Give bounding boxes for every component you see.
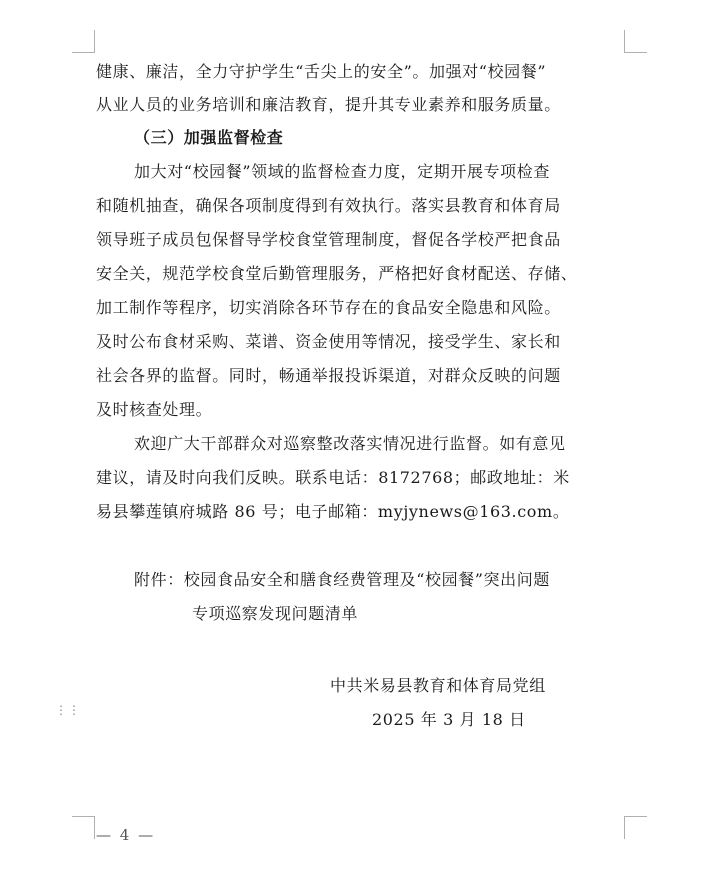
signature-date: 2025 年 3 月 18 日 bbox=[372, 710, 526, 729]
paragraph-line: 安全关，规范学校食堂后勤管理服务，严格把好食材配送、存储、 bbox=[96, 264, 578, 283]
paragraph-line: 加工制作等程序，切实消除各环节存在的食品安全隐患和风险。 bbox=[96, 298, 561, 317]
paragraph-line: 建议，请及时向我们反映。联系电话：8172768；邮政地址：米 bbox=[96, 468, 570, 487]
signature-org: 中共米易县教育和体育局党组 bbox=[330, 676, 546, 695]
paragraph-line: 欢迎广大干部群众对巡察整改落实情况进行监督。如有意见 bbox=[134, 434, 566, 453]
corner-mark-top-right bbox=[624, 30, 647, 53]
paragraph-line: 领导班子成员包保督导学校食堂管理制度，督促各学校严把食品 bbox=[96, 230, 561, 249]
paragraph-line: 和随机抽查，确保各项制度得到有效执行。落实县教育和体育局 bbox=[96, 196, 561, 215]
paragraph-line: 易县攀莲镇府城路 86 号；电子邮箱：myjynews@163.com。 bbox=[96, 502, 570, 521]
section-heading: （三）加强监督检查 bbox=[134, 128, 284, 147]
drag-handle-icon[interactable]: ⋮⋮ bbox=[55, 703, 81, 717]
paragraph-line: 健康、廉洁，全力守护学生“舌尖上的安全”。加强对“校园餐” bbox=[96, 62, 547, 81]
paragraph-line: 及时公布食材采购、菜谱、资金使用等情况，接受学生、家长和 bbox=[96, 332, 561, 351]
corner-mark-top-left bbox=[72, 30, 95, 53]
paragraph-line: 社会各界的监督。同时，畅通举报投诉渠道，对群众反映的问题 bbox=[96, 366, 561, 385]
paragraph-line: 从业人员的业务培训和廉洁教育，提升其专业素养和服务质量。 bbox=[96, 95, 561, 114]
paragraph-line: 加大对“校园餐”领域的监督检查力度，定期开展专项检查 bbox=[134, 162, 550, 181]
paragraph-line: 及时核查处理。 bbox=[96, 400, 213, 419]
attachment-title: 专项巡察发现问题清单 bbox=[192, 604, 359, 623]
corner-mark-bottom-right bbox=[624, 816, 647, 839]
page-number: — 4 — bbox=[96, 826, 156, 844]
attachment-label: 附件：校园食品安全和膳食经费管理及“校园餐”突出问题 bbox=[134, 570, 550, 589]
corner-mark-bottom-left bbox=[72, 816, 95, 839]
